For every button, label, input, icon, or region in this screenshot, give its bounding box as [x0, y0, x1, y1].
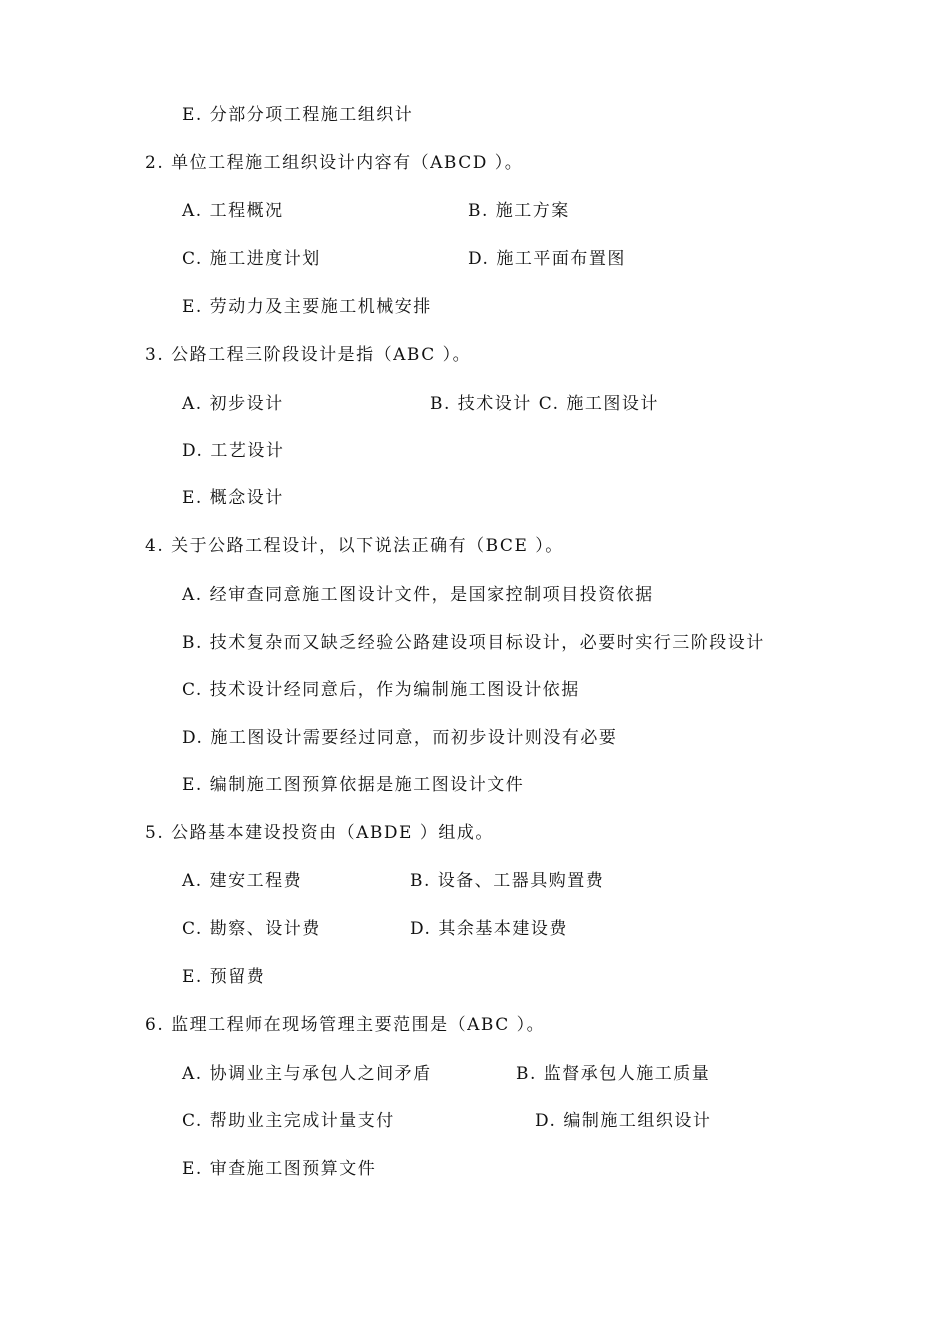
option-4a: A. 经审查同意施工图设计文件，是国家控制项目投资依据 — [182, 585, 654, 605]
option-4c: C. 技术设计经同意后，作为编制施工图设计依据 — [182, 680, 580, 700]
option-3b-3c: B. 技术设计 C. 施工图设计 — [430, 394, 659, 414]
option-1e: E. 分部分项工程施工组织计 — [182, 105, 414, 125]
option-2d: D. 施工平面布置图 — [468, 249, 626, 269]
option-6c: C. 帮助业主完成计量支付 — [182, 1111, 395, 1131]
option-3a: A. 初步设计 — [182, 394, 284, 414]
option-5d: D. 其余基本建设费 — [410, 919, 568, 939]
question-3: 3. 公路工程三阶段设计是指（ABC ）。 — [145, 345, 472, 365]
option-4e: E. 编制施工图预算依据是施工图设计文件 — [182, 775, 525, 795]
option-2a: A. 工程概况 — [182, 201, 284, 221]
option-3e: E. 概念设计 — [182, 488, 284, 508]
option-4d: D. 施工图设计需要经过同意，而初步设计则没有必要 — [182, 728, 618, 748]
option-5e: E. 预留费 — [182, 967, 266, 987]
question-5: 5. 公路基本建设投资由（ABDE ）组成。 — [145, 823, 494, 843]
option-6a: A. 协调业主与承包人之间矛盾 — [182, 1064, 432, 1084]
option-5c: C. 勘察、设计费 — [182, 919, 321, 939]
option-3d: D. 工艺设计 — [182, 441, 285, 461]
option-5a: A. 建安工程费 — [182, 871, 303, 891]
option-5b: B. 设备、工器具购置费 — [410, 871, 605, 891]
option-4b: B. 技术复杂而又缺乏经验公路建设项目标设计，必要时实行三阶段设计 — [182, 633, 765, 653]
question-2: 2. 单位工程施工组织设计内容有（ABCD ）。 — [145, 153, 524, 173]
option-6b: B. 监督承包人施工质量 — [516, 1064, 711, 1084]
question-6: 6. 监理工程师在现场管理主要范围是（ABC ）。 — [145, 1015, 546, 1035]
option-2c: C. 施工进度计划 — [182, 249, 321, 269]
option-2b: B. 施工方案 — [468, 201, 570, 221]
option-2e: E. 劳动力及主要施工机械安排 — [182, 297, 432, 317]
question-4: 4. 关于公路工程设计，以下说法正确有（BCE ）。 — [145, 536, 564, 556]
option-6d: D. 编制施工组织设计 — [535, 1111, 712, 1131]
option-6e: E. 审查施工图预算文件 — [182, 1159, 377, 1179]
